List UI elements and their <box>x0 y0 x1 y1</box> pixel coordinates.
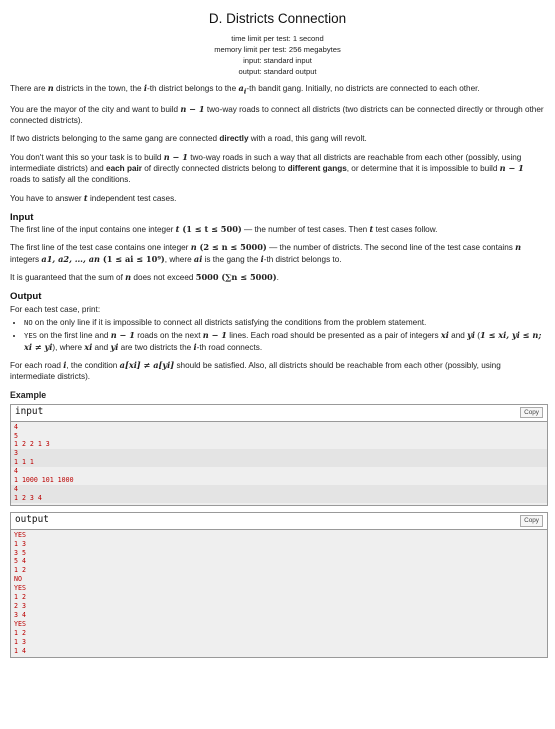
output-intro: For each test case, print: <box>10 304 101 314</box>
problem-statement <box>10 83 545 204</box>
output-section-title: Output <box>10 291 42 303</box>
sample-line: 1 3 <box>14 637 26 646</box>
sample-line: 4 <box>14 422 18 431</box>
sample-line: 1 2 <box>14 566 26 575</box>
sample-line: 1 2 <box>14 628 26 637</box>
sample-line: 1 1000 101 1000 <box>14 476 74 485</box>
sample-output-box <box>10 512 548 659</box>
sample-line: 1 1 1 <box>11 458 547 467</box>
problem-title: D. Districts Connection <box>208 11 347 26</box>
output-bullet-list <box>24 317 545 353</box>
sample-line: YES <box>14 619 26 628</box>
output-specification <box>10 290 545 382</box>
sample-input-content[interactable] <box>11 422 547 505</box>
time-limit: time limit per test: 1 second <box>231 33 324 43</box>
memory-limit: memory limit per test: 256 megabytes <box>214 44 341 54</box>
input-paragraph-1: The first line of the input contains one integer t (1 ≤ t ≤ 500) — the number of test cases. Then t test cases follow. <box>10 224 438 235</box>
example-title: Example <box>10 390 47 401</box>
input-paragraph-2: The first line of the test case contains one integer n (2 ≤ n ≤ 5000) — the number of districts. The second line of the test case contains n integers a1, a2, …, an (1 ≤ ai ≤ 10⁹), where ai is the gang the i-th district belongs to. <box>10 242 522 264</box>
copy-output-button[interactable]: Copy <box>520 515 543 527</box>
statement-paragraph-3: If two districts belonging to the same gang are connected directly with a road, this gang will revolt. <box>10 134 367 144</box>
input-file: input: standard input <box>243 55 312 65</box>
sample-line: 5 4 <box>14 557 26 566</box>
output-bullet-yes: • YES on the first line and n − 1 roads on the next n − 1 lines. Each road should be presented as a pair of integers xi and yi (1 ≤ xi, yi ≤ n; xi ≠ yi), where xi and yi are two districts the i-th road connects. <box>24 330 545 353</box>
sample-line: 4 <box>14 467 18 476</box>
copy-input-button[interactable]: Copy <box>520 407 543 419</box>
sample-line: 1 2 3 4 <box>11 494 547 503</box>
statement-paragraph-2: You are the mayor of the city and want to build n − 1 two-way roads to connect all districts (two districts can be connected directly or through other connected districts). <box>10 103 544 125</box>
sample-line: 1 2 2 1 3 <box>14 440 50 449</box>
sample-line: 3 <box>11 449 547 458</box>
sample-line: 1 2 <box>14 593 26 602</box>
input-paragraph-3: It is guaranteed that the sum of n does not exceed 5000 (∑n ≤ 5000). <box>10 272 279 283</box>
sample-line: YES <box>14 530 26 539</box>
output-file: output: standard output <box>238 66 317 76</box>
input-section-title: Input <box>10 211 34 223</box>
output-paragraph-1: For each road i, the condition a[xi] ≠ a[yi] should be satisfied. Also, all districts should be reachable from each other (possibly, using intermediate districts). <box>10 359 501 382</box>
example-section <box>10 389 545 658</box>
sample-line: YES <box>14 584 26 593</box>
sample-input-header <box>11 405 547 422</box>
sample-line: 2 3 <box>14 602 26 610</box>
input-specification <box>10 211 545 283</box>
problem-limits <box>10 33 545 77</box>
output-bullet-no: • NO on the only line if it is impossible to connect all districts satisfying the conditions from the problem statement. <box>24 317 545 328</box>
sample-output-label: output <box>15 514 49 526</box>
sample-input-label: input <box>15 406 44 418</box>
sample-line: 5 <box>14 431 18 440</box>
sample-line: NO <box>14 575 22 584</box>
sample-line: 1 4 <box>14 646 26 655</box>
statement-paragraph-4: You don't want this so your task is to build n − 1 two-way roads in such a way that all districts are reachable from each other (possibly, using intermediate districts) and each pair of directly connected districts belong to different gangs, or determine that it is impossible to build n − 1 roads to satisfy all the conditions. <box>10 151 524 185</box>
sample-line: 4 <box>11 485 547 494</box>
sample-line: 1 3 <box>14 539 26 548</box>
sample-line: 3 5 <box>14 548 26 557</box>
sample-output-content[interactable] <box>11 530 547 658</box>
sample-input-box <box>10 404 548 506</box>
statement-paragraph-5: You have to answer t independent test cases. <box>10 192 177 203</box>
sample-output-header <box>11 513 547 530</box>
statement-paragraph-1: There are n districts in the town, the i-th district belongs to the $a_i-th$ bandit gang. Initially, no districts are connected to each other. <box>10 82 480 96</box>
sample-line: 3 4 <box>14 610 26 619</box>
